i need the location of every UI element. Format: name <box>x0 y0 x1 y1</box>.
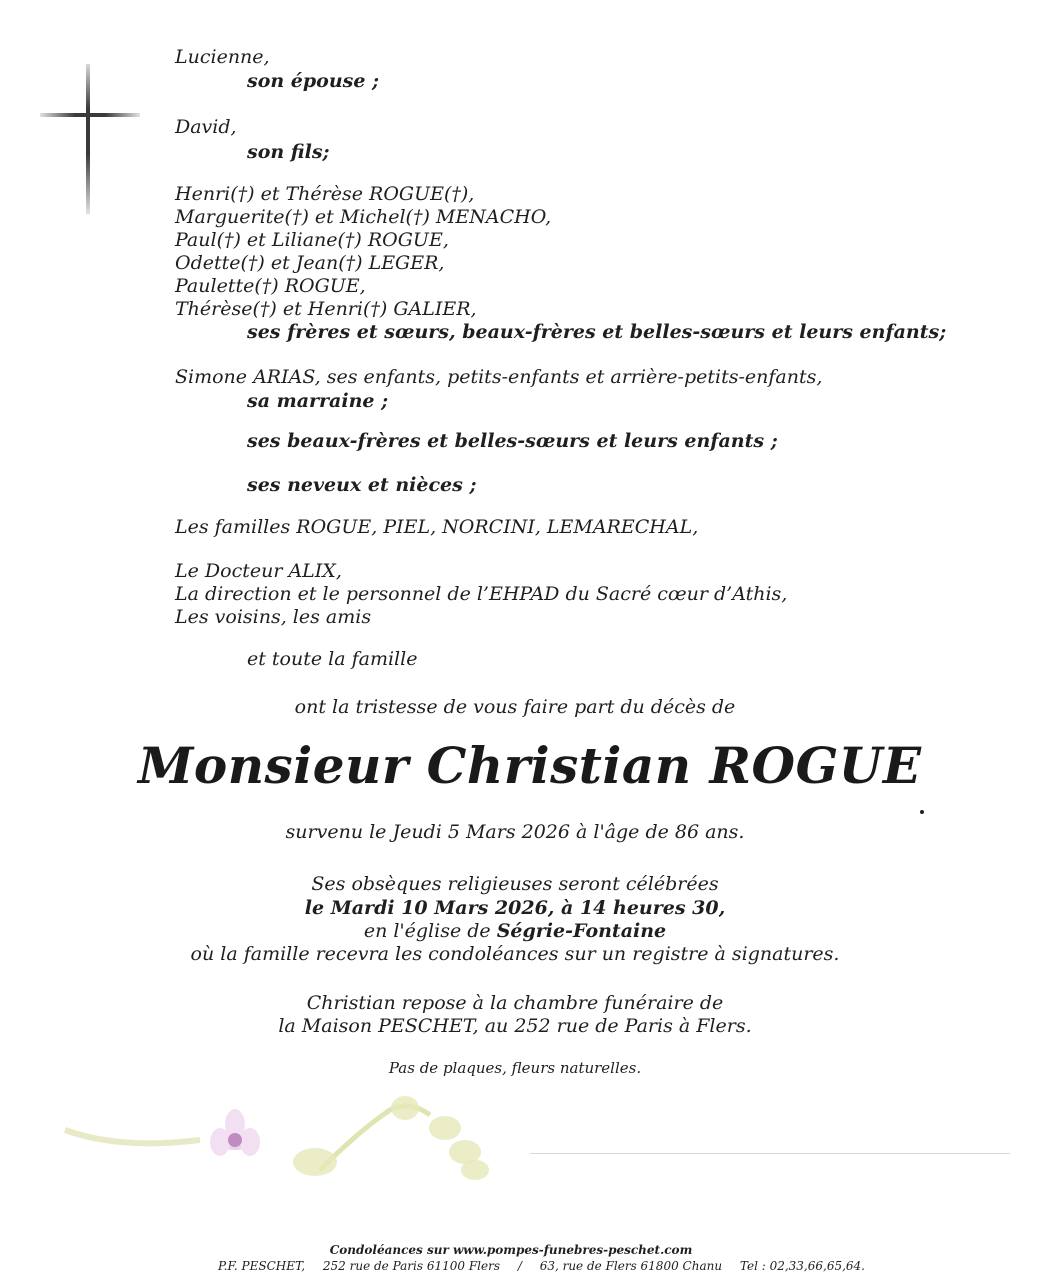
sibling-line: Odette(†) et Jean(†) LEGER, <box>175 252 445 274</box>
sibling-line: Paulette(†) ROGUE, <box>175 275 366 297</box>
neighbors-line: Les voisins, les amis <box>175 606 372 628</box>
announcement-intro: ont la tristesse de vous faire part du décès de <box>294 696 736 718</box>
cross-icon <box>40 64 140 214</box>
deceased-name: Monsieur Christian ROGUE <box>138 736 922 795</box>
rest-line-2: la Maison PESCHET, au 252 rue de Paris à Flers. <box>278 1015 752 1037</box>
funeral-line-4: où la famille recevra les condoléances sur un registre à signatures. <box>190 943 840 965</box>
condolences-link[interactable]: Condoléances sur www.pompes-funebres-peschet.com <box>329 1243 693 1257</box>
address-separator: / <box>517 1259 522 1273</box>
company-name: P.F. PESCHET, <box>218 1259 306 1273</box>
godmother-relation: sa marraine ; <box>247 390 389 412</box>
funeral-line-3 <box>0 920 1030 942</box>
doctor-line: Le Docteur ALIX, <box>175 560 342 582</box>
rest-line-1: Christian repose à la chambre funéraire de <box>306 992 724 1014</box>
spouse-relation: son épouse ; <box>247 70 380 92</box>
funeral-line-1: Ses obsèques religieuses seront célébrées <box>311 873 719 895</box>
funeral-line-2: le Mardi 10 Mars 2026, à 14 heures 30, <box>304 897 726 919</box>
spouse-name: Lucienne, <box>175 46 270 68</box>
funeral-place: Ségrie-Fontaine <box>496 920 667 942</box>
orchid-decoration-icon <box>60 1090 520 1190</box>
families-line: Les familles ROGUE, PIEL, NORCINI, LEMARECHAL, <box>175 516 699 538</box>
ehpad-line: La direction et le personnel de l’EHPAD du Sacré cœur d’Athis, <box>175 583 788 605</box>
sibling-line: Henri(†) et Thérèse ROGUE(†), <box>175 183 475 205</box>
sibling-line: Thérèse(†) et Henri(†) GALIER, <box>175 298 477 320</box>
son-relation: son fils; <box>247 141 330 163</box>
son-name: David, <box>175 116 237 138</box>
funeral-church-prefix: en l'église de <box>363 920 497 942</box>
godmother-line: Simone ARIAS, ses enfants, petits-enfants et arrière-petits-enfants, <box>175 366 823 388</box>
address-flers: 252 rue de Paris 61100 Flers <box>322 1259 500 1273</box>
inlaws-relation: ses beaux-frères et belles-sœurs et leurs enfants ; <box>247 430 778 452</box>
flowers-note: Pas de plaques, fleurs naturelles. <box>388 1059 642 1077</box>
decorative-dot <box>920 810 924 814</box>
death-date: survenu le Jeudi 5 Mars 2026 à l'âge de 86 ans. <box>285 821 745 843</box>
nephews-relation: ses neveux et nièces ; <box>247 474 477 496</box>
divider-line <box>530 1153 1010 1154</box>
sibling-line: Paul(†) et Liliane(†) ROGUE, <box>175 229 449 251</box>
sibling-line: Marguerite(†) et Michel(†) MENACHO, <box>175 206 552 228</box>
address-chanu: 63, rue de Flers 61800 Chanu <box>539 1259 723 1273</box>
siblings-relation: ses frères et sœurs, beaux-frères et belles-sœurs et leurs enfants; <box>247 321 947 343</box>
whole-family-line: et toute la famille <box>247 648 418 670</box>
footer-contacts <box>218 1259 879 1273</box>
phone-number: Tel : 02,33,66,65,64. <box>739 1259 865 1273</box>
